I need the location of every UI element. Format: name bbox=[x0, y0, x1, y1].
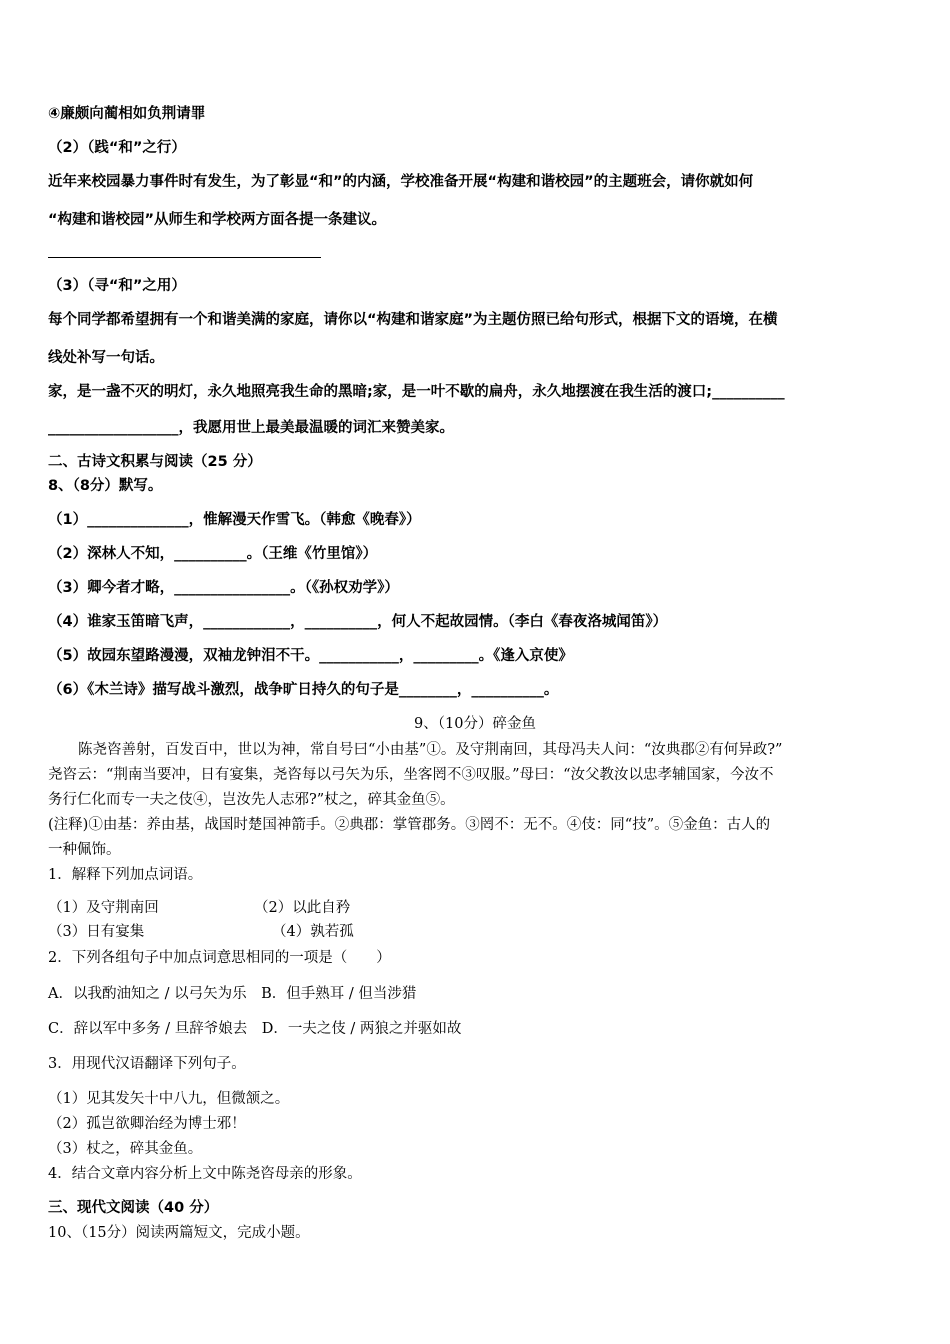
line-lianpo: ④廉颇向蔺相如负荆请罪 bbox=[48, 106, 206, 122]
q8-item-5: （5）故园东望路漫漫，双袖龙钟泪不干。___________，_________。《逢入京使》 bbox=[48, 648, 573, 664]
q8-item-2: （2）深林人不知，__________。（王维《竹里馆》） bbox=[48, 546, 378, 562]
q8-item-1: （1）______________，惟解漫天作雪飞。（韩愈《晚春》） bbox=[48, 512, 421, 528]
notes-line-2: 一种佩饰。 bbox=[48, 842, 121, 858]
q8-item-4: （4）谁家玉笛暗飞声，____________，__________，何人不起故园情。（李白《春夜洛城闻笛》） bbox=[48, 614, 668, 630]
line-campus-violence: 近年来校园暴力事件时有发生，为了彰显“和”的内涵，学校准备开展“构建和谐校园”的主题班会，请你就如何 bbox=[48, 174, 754, 190]
q9-sub-3: 3．用现代汉语翻译下列句子。 bbox=[48, 1056, 246, 1072]
q9-sub-3-item-3: （3）杖之，碎其金鱼。 bbox=[48, 1141, 203, 1157]
q9-sub-3-item-1: （1）见其发矢十中八九，但微颔之。 bbox=[48, 1091, 290, 1107]
passage-line-3: 务行仁化而专一夫之伎④，岂汝先人志邪?”杖之，碎其金鱼⑤。 bbox=[48, 792, 455, 808]
q9-sub-1-item-1: （1）及守荆南回 bbox=[48, 900, 159, 916]
q9-sub-2-options-ab: A．以我酌油知之 / 以弓矢为乐 B．但手熟耳 / 但当涉猎 bbox=[48, 986, 417, 1002]
q9-sub-1-item-3: （3）日有宴集 bbox=[48, 924, 145, 940]
line-campus-suggestion: “构建和谐校园”从师生和学校两方面各提一条建议。 bbox=[48, 212, 387, 228]
q9-sub-3-item-2: （2）孤岂欲卿治经为博士邪！ bbox=[48, 1116, 246, 1132]
q9-sub-4: 4．结合文章内容分析上文中陈尧咨母亲的形象。 bbox=[48, 1166, 362, 1182]
line-part3-heading: （3）（寻“和”之用） bbox=[48, 278, 186, 294]
q9-sub-1: 1．解释下列加点词语。 bbox=[48, 867, 203, 883]
line-part2-heading: （2）（践“和”之行） bbox=[48, 140, 186, 156]
q9-sub-1-item-2: （2）以此自矜 bbox=[254, 900, 351, 916]
q9-sub-1-item-4: （4）孰若孤 bbox=[272, 924, 354, 940]
passage-line-2: 尧咨云：“荆南当要冲，日有宴集，尧咨每以弓矢为乐，坐客罔不③叹服。”母曰：“汝父教汝以忠孝辅国家，今汝不 bbox=[48, 767, 774, 783]
q8-item-3: （3）卿今者才略，________________。（《孙权劝学》） bbox=[48, 580, 399, 596]
question-10-title: 10、（15分）阅读两篇短文，完成小题。 bbox=[48, 1225, 310, 1241]
line-family-example-cont: __________________，我愿用世上最美最温暖的词汇来赞美家。 bbox=[48, 420, 454, 436]
q8-item-6: （6）《木兰诗》描写战斗激烈，战争旷日持久的句子是________，__________。 bbox=[48, 682, 559, 698]
answer-rule bbox=[48, 257, 321, 258]
section-heading-3: 三、现代文阅读（40 分） bbox=[48, 1200, 219, 1216]
q9-sub-2: 2．下列各组句子中加点词意思相同的一项是（ ） bbox=[48, 950, 391, 966]
line-family-prompt-cont: 线处补写一句话。 bbox=[48, 350, 164, 366]
line-family-prompt: 每个同学都希望拥有一个和谐美满的家庭，请你以“构建和谐家庭”为主题仿照已给句形式，根据下文的语境，在横 bbox=[48, 312, 778, 328]
line-family-example: 家，是一盏不灭的明灯，永久地照亮我生命的黑暗;家，是一叶不歇的扁舟，永久地摆渡在我生活的渡口;__________ bbox=[48, 384, 785, 400]
question-9-title: 9、（10分）碎金鱼 bbox=[414, 716, 536, 732]
question-8-title: 8、（8分）默写。 bbox=[48, 478, 163, 494]
notes-line-1: (注释)①由基：养由基，战国时楚国神箭手。②典郡：掌管郡务。③罔不：无不。④伎：同“技”。⑤金鱼：古人的 bbox=[48, 817, 771, 833]
section-heading-2: 二、古诗文积累与阅读（25 分） bbox=[48, 454, 262, 470]
q9-sub-2-options-cd: C．辞以军中多务 / 旦辞爷娘去 D．一夫之伎 / 两狼之并驱如故 bbox=[48, 1021, 462, 1037]
passage-line-1: 陈尧咨善射，百发百中，世以为神，常自号曰“小由基”①。及守荆南回，其母冯夫人问：“汝典郡②有何异政?” bbox=[78, 742, 783, 758]
